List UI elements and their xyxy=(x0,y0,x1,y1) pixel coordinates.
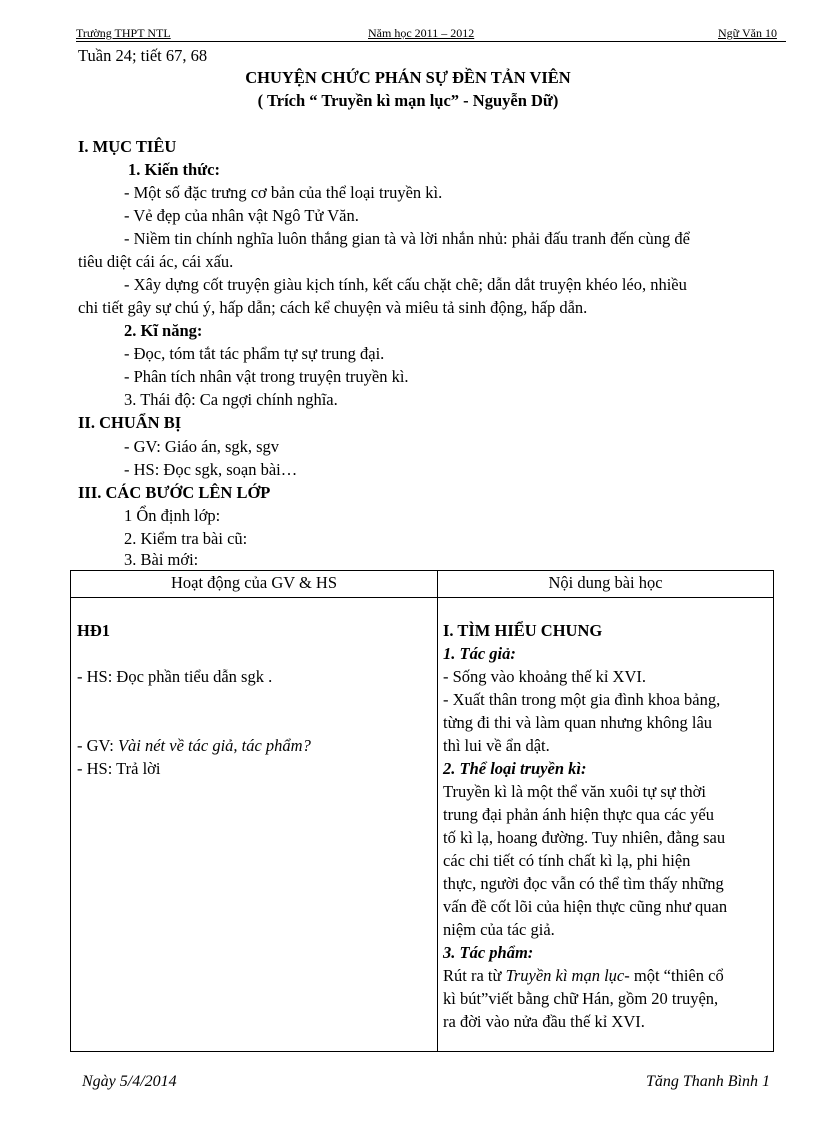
table-header-activity: Hoạt động của GV & HS xyxy=(170,573,338,592)
header-subject: Ngữ Văn 10 xyxy=(718,26,777,40)
content-line xyxy=(443,965,724,987)
activity-question: Vài nét về tác giả, tác phẩm? xyxy=(117,736,311,755)
table-header-content: Nội dung bài học xyxy=(548,573,663,592)
genre-heading: 2. Thể loại truyền kì: xyxy=(443,759,587,778)
attitude-line: 3. Thái độ: Ca ngợi chính nghĩa. xyxy=(124,390,338,409)
content-heading: I. TÌM HIỂU CHUNG xyxy=(443,621,603,640)
content-line: ra đời vào nửa đầu thế kỉ XVI. xyxy=(443,1012,645,1031)
knowledge-heading: 1. Kiến thức: xyxy=(128,160,220,179)
content-line: vấn đề cốt lõi của hiện thực cũng như quan xyxy=(443,897,728,916)
week-label: Tuần 24; tiết 67, 68 xyxy=(78,46,208,65)
content-line: - Xuất thân trong một gia đình khoa bảng, xyxy=(443,690,721,709)
knowledge-item: - Niềm tin chính nghĩa luôn thắng gian tà và lời nhắn nhủ: phải đấu tranh đến cùng để xyxy=(124,229,690,248)
lesson-table xyxy=(70,570,774,1052)
knowledge-item-cont: tiêu diệt cái ác, cái xấu. xyxy=(78,252,234,271)
activity-line xyxy=(77,735,311,757)
activity-prefix: - GV: xyxy=(77,736,118,755)
prep-hs: - HS: Đọc sgk, soạn bài… xyxy=(124,460,298,479)
knowledge-item: - Một số đặc trưng cơ bản của thể loại truyền kì. xyxy=(124,183,443,202)
step-item: 3. Bài mới: xyxy=(124,550,199,569)
author-heading: 1. Tác giả: xyxy=(443,644,516,663)
skills-item: - Phân tích nhân vật trong truyện truyền kì. xyxy=(124,367,409,386)
content-line: thì lui về ẩn dật. xyxy=(443,736,550,755)
content-line: tố kì lạ, hoang đường. Tuy nhiên, đằng sau xyxy=(443,828,726,847)
content-line: từng đi thi và làm quan nhưng không lâu xyxy=(443,713,713,732)
work-title: Truyền kì mạn lục xyxy=(505,966,625,985)
content-line: - Sống vào khoảng thế kỉ XVI. xyxy=(443,667,647,686)
step-item: 1 Ổn định lớp: xyxy=(124,506,221,525)
work-heading: 3. Tác phẩm: xyxy=(443,943,534,962)
content-line: trung đại phản ánh hiện thực qua các yếu xyxy=(443,805,715,824)
header-school: Trường THPT NTL xyxy=(76,26,171,40)
content-line: Truyền kì là một thể văn xuôi tự sự thời xyxy=(443,782,706,801)
work-prefix: Rút ra từ xyxy=(443,966,506,985)
work-suffix: - một “thiên cổ xyxy=(624,966,724,985)
knowledge-item: - Vẻ đẹp của nhân vật Ngô Tử Văn. xyxy=(124,206,359,225)
page-subtitle: ( Trích “ Truyền kì mạn lục” - Nguyễn Dữ) xyxy=(257,91,559,110)
content-line: niệm của tác giả. xyxy=(443,920,555,939)
skills-item: - Đọc, tóm tắt tác phẩm tự sự trung đại. xyxy=(124,344,385,363)
section1-heading: I. MỤC TIÊU xyxy=(78,137,177,156)
activity-line: - HS: Trả lời xyxy=(77,759,161,778)
header-year: Năm học 2011 – 2012 xyxy=(368,26,475,40)
header-rule xyxy=(76,41,786,42)
skills-heading: 2. Kĩ năng: xyxy=(124,321,203,340)
section3-heading: III. CÁC BƯỚC LÊN LỚP xyxy=(78,483,271,502)
table-column-divider xyxy=(437,571,438,1051)
content-line: thực, người đọc vẫn có thể tìm thấy những xyxy=(443,874,724,893)
footer-date: Ngày 5/4/2014 xyxy=(82,1073,177,1090)
page-title: CHUYỆN CHỨC PHÁN SỰ ĐỀN TẢN VIÊN xyxy=(245,68,571,87)
prep-gv: - GV: Giáo án, sgk, sgv xyxy=(124,437,280,456)
activity-label: HĐ1 xyxy=(77,621,110,640)
step-item: 2. Kiểm tra bài cũ: xyxy=(124,529,248,548)
knowledge-item: - Xây dựng cốt truyện giàu kịch tính, kết cấu chặt chẽ; dẫn dắt truyện khéo léo, nhiều xyxy=(124,275,687,294)
content-line: kì bút”viết bằng chữ Hán, gồm 20 truyện, xyxy=(443,989,719,1008)
footer-author-page: Tăng Thanh Bình 1 xyxy=(646,1073,771,1090)
section2-heading: II. CHUẨN BỊ xyxy=(78,413,182,432)
activity-line: - HS: Đọc phần tiểu dẫn sgk . xyxy=(77,667,273,686)
knowledge-item-cont: chi tiết gây sự chú ý, hấp dẫn; cách kể chuyện và miêu tả sinh động, hấp dẫn. xyxy=(78,298,588,317)
content-line: các chi tiết có tính chất kì lạ, phi hiện xyxy=(443,851,691,870)
